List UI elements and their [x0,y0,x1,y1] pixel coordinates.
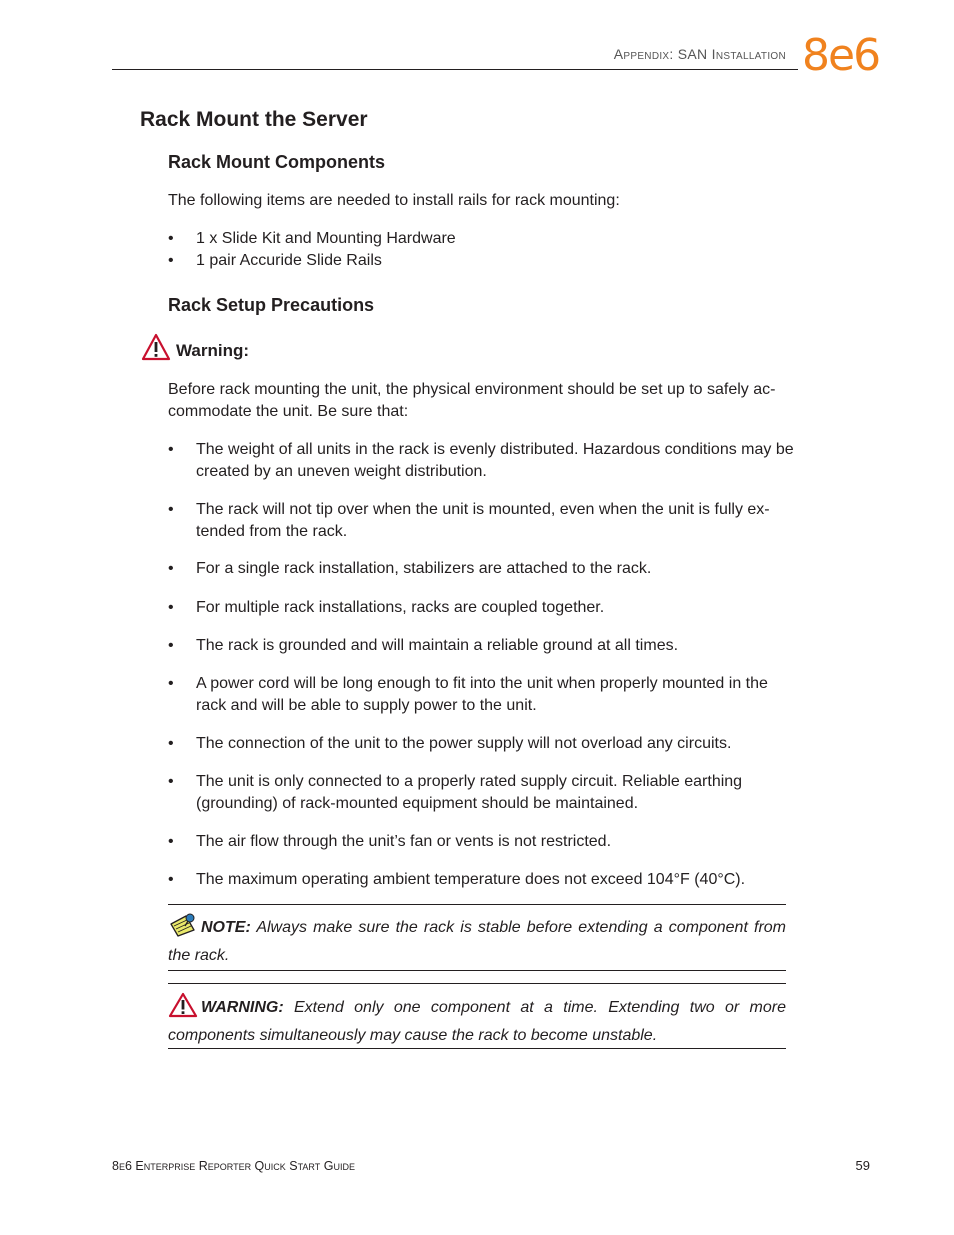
bullet-glyph: • [168,675,174,692]
list-item-line: (grounding) of rack-mounted equipment should be maintained. [196,794,639,812]
warning-heading [141,333,250,366]
note-top-rule [168,904,786,905]
warning-box-text: Extend only one component at a time. Extending two or more components simultaneously may cause the rack to become unstable. [168,999,786,1044]
list-item-line: The weight of all units in the rack is evenly distributed. Hazardous conditions may be [196,441,794,458]
warning-bottom-rule [168,1048,786,1049]
note-label: NOTE: [201,919,251,936]
bullet-glyph: • [168,599,174,616]
components-heading: Rack Mount Components [168,152,386,172]
bullet-glyph: • [168,871,174,888]
header-rule [112,69,798,70]
bullet-glyph: • [168,833,174,850]
list-item-line: rack and will be able to supply power to the unit. [196,696,537,714]
list-item-text [196,771,841,814]
list-item-text: The rack is grounded and will maintain a reliable ground at all times. [196,637,679,654]
note-text: Always make sure the rack is stable before extending a component from the rack. [168,919,786,964]
warning-box-label: WARNING: [201,999,284,1016]
brand-logo: 8e6 [802,30,880,81]
components-intro: The following items are needed to install rails for rack mounting: [168,192,620,209]
bullet-glyph: • [168,441,174,458]
warning-top-rule [168,983,786,984]
list-item-text: The air flow through the unit’s fan or vents is not restricted. [196,833,612,850]
warning-triangle-icon [168,992,198,1025]
precautions-heading: Rack Setup Precautions [168,295,375,315]
list-item-line: A power cord will be long enough to fit into the unit when properly mounted in the [196,675,768,692]
warning-triangle-icon [141,333,171,361]
bullet-glyph: • [168,560,174,577]
precautions-intro-line: commodate the unit. Be sure that: [168,402,409,420]
running-header: Appendix: SAN Installation [613,46,786,62]
note-pin-icon [168,912,198,945]
bullet-glyph: • [168,773,174,790]
list-item-line: The unit is only connected to a properly rated supply circuit. Reliable earthing [196,773,743,790]
list-item-line: The rack will not tip over when the unit is mounted, even when the unit is fully ex- [196,501,770,518]
list-item-text: 1 x Slide Kit and Mounting Hardware [196,230,456,247]
bullet-glyph: • [168,252,174,269]
list-item-text [196,439,841,482]
list-item-text: 1 pair Accuride Slide Rails [196,252,382,269]
list-item-text: The maximum operating ambient temperature does not exceed 104°F (40°C). [196,871,746,888]
page-number: 59 [855,1158,870,1173]
precautions-intro [168,379,828,422]
bullet-glyph: • [168,230,174,247]
note-bottom-rule [168,970,786,971]
warning-box [168,992,786,1046]
list-item-text: The connection of the unit to the power supply will not overload any circuits. [196,735,732,752]
note-box [168,912,786,966]
page-title: Rack Mount the Server [140,108,368,131]
bullet-glyph: • [168,735,174,752]
bullet-glyph: • [168,637,174,654]
precautions-intro-line: Before rack mounting the unit, the physical environment should be set up to safely ac- [168,381,776,398]
list-item-text [196,673,841,716]
warning-label: Warning: [176,341,250,360]
footer-guide-title: 8e6 Enterprise Reporter Quick Start Guide [112,1159,355,1173]
list-item-text: For a single rack installation, stabilizers are attached to the rack. [196,560,652,577]
list-item-line: tended from the rack. [196,522,348,540]
list-item-line: created by an uneven weight distribution. [196,462,487,480]
list-item-text: For multiple rack installations, racks are coupled together. [196,599,605,616]
bullet-glyph: • [168,501,174,518]
list-item-text [196,499,841,542]
